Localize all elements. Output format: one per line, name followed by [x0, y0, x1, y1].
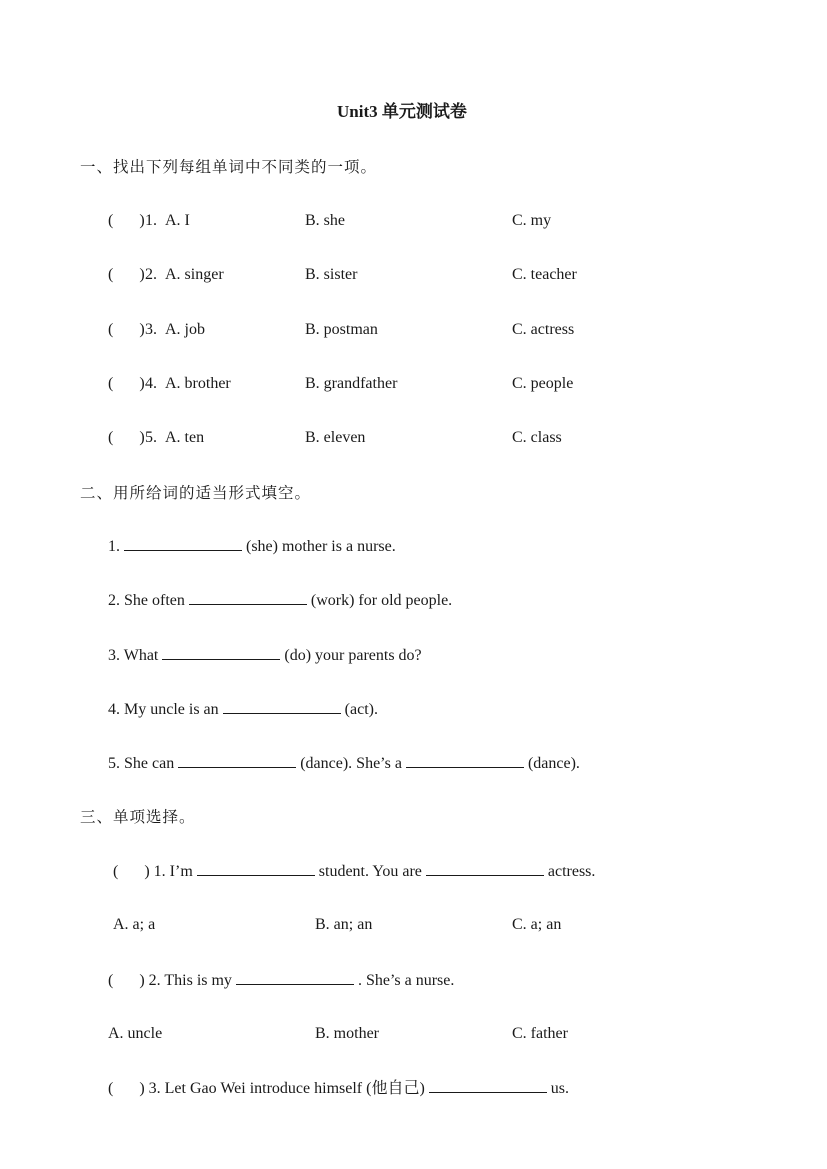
answer-paren[interactable]: ( ): [108, 375, 145, 392]
fill-item-4: 4. My uncle is an (act).: [108, 701, 378, 718]
fill-item-3: 3. What (do) your parents do?: [108, 647, 422, 664]
choice-question-2: ( ) 2. This is my . She’s a nurse.: [108, 972, 455, 989]
answer-blank[interactable]: [236, 970, 354, 985]
option-a: A. job: [165, 321, 205, 338]
option-b: B. sister: [305, 266, 358, 283]
answer-paren[interactable]: ( ): [108, 429, 145, 446]
option-b: B. eleven: [305, 429, 366, 446]
choice-question-3: ( ) 3. Let Gao Wei introduce himself (他自己) us.: [108, 1080, 570, 1097]
fill-item-5: 5. She can (dance). She’s a (dance).: [108, 755, 580, 772]
section-3-heading: 三、单项选择。: [80, 808, 196, 826]
option-a: A. ten: [165, 429, 205, 446]
option-c: C. actress: [512, 321, 575, 338]
answer-paren[interactable]: ( ): [108, 1080, 145, 1097]
option-b: B. postman: [305, 321, 378, 338]
answer-blank[interactable]: [406, 753, 524, 768]
option-b: B. grandfather: [305, 375, 398, 392]
fill-item-1: 1. (she) mother is a nurse.: [108, 538, 396, 555]
option-c: C. a; an: [512, 916, 562, 933]
section-2-heading: 二、用所给词的适当形式填空。: [80, 484, 312, 502]
answer-paren[interactable]: ( ): [108, 321, 145, 338]
answer-blank[interactable]: [178, 753, 296, 768]
item-number: 5.: [145, 429, 157, 446]
option-a: A. a; a: [113, 916, 156, 933]
option-c: C. my: [512, 212, 552, 229]
answer-blank[interactable]: [429, 1078, 547, 1093]
item-number: 3.: [145, 321, 157, 338]
option-a: A. uncle: [108, 1025, 163, 1042]
choice-question-1: ( ) 1. I’m student. You are actress.: [113, 863, 596, 880]
item-number: 4.: [145, 375, 157, 392]
answer-paren[interactable]: ( ): [108, 212, 145, 229]
fill-item-2: 2. She often (work) for old people.: [108, 592, 453, 609]
answer-blank[interactable]: [162, 645, 280, 660]
item-number: 2.: [145, 266, 157, 283]
option-a: A. brother: [165, 375, 231, 392]
option-a: A. singer: [165, 266, 224, 283]
answer-blank[interactable]: [223, 699, 341, 714]
item-number: 1.: [145, 212, 157, 229]
answer-blank[interactable]: [426, 861, 544, 876]
page-title: Unit3 单元测试卷: [337, 102, 467, 121]
option-b: B. she: [305, 212, 345, 229]
answer-paren[interactable]: ( ): [108, 972, 145, 989]
answer-paren[interactable]: ( ): [113, 863, 150, 880]
option-b: B. an; an: [315, 916, 373, 933]
answer-paren[interactable]: ( ): [108, 266, 145, 283]
option-c: C. class: [512, 429, 562, 446]
option-b: B. mother: [315, 1025, 379, 1042]
option-c: C. teacher: [512, 266, 577, 283]
option-a: A. I: [165, 212, 190, 229]
option-c: C. people: [512, 375, 574, 392]
option-c: C. father: [512, 1025, 568, 1042]
answer-blank[interactable]: [197, 861, 315, 876]
section-1-heading: 一、找出下列每组单词中不同类的一项。: [80, 158, 378, 176]
answer-blank[interactable]: [189, 590, 307, 605]
answer-blank[interactable]: [124, 536, 242, 551]
